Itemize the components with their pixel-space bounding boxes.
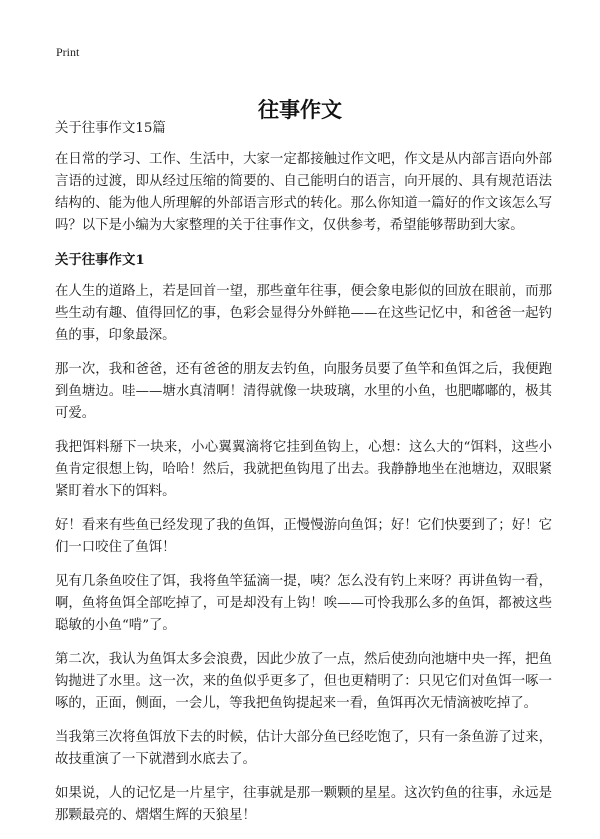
article-body <box>55 118 552 839</box>
section-heading: 关于往事作文1 <box>55 252 145 268</box>
article-subtitle: 关于往事作文15篇 <box>55 121 166 136</box>
page-title: 往事作文 <box>258 97 342 123</box>
paragraph: 见有几条鱼咬住了饵，我将鱼竿猛滴一提，咦？怎么没有钓上来呀？再讲鱼钩一看，啊，鱼将鱼饵全部吃掉了，可是却没有上钩！唉——可怜我那么多的鱼饵，都被这些聪敏的小鱼“啃”了。 <box>55 574 552 633</box>
print-link[interactable]: Print <box>56 45 80 59</box>
intro-paragraph: 在日常的学习、工作、生活中，大家一定都接触过作文吧，作文是从内部言语向外部言语的过渡，即从经过压缩的简要的、自己能明白的语言，向开展的、具有规范语法结构的、能为他人所理解的外部语言形式的转化。那么你知道一篇好的作文该怎么写吗？以下是小编为大家整理的关于往事作文，仅供参考，希望能够帮助到大家。 <box>55 152 552 233</box>
paragraph: 在人生的道路上，若是回首一望，那些童年往事，便会象电影似的回放在眼前，而那些生动有趣、值得回忆的事，色彩会显得分外鲜艳——在这些记忆中，和爸爸一起钓鱼的事，印象最深。 <box>55 284 552 343</box>
paragraph: 我把饵料掰下一块来，小心翼翼滴将它挂到鱼钩上，心想：这么大的“饵料，这些小鱼肯定很想上钩，哈哈！然后，我就把鱼钩甩了出去。我静静地坐在池塘边，双眼紧紧盯着水下的饵料。 <box>55 440 552 499</box>
paragraph: 好！看来有些鱼已经发现了我的鱼饵，正慢慢游向鱼饵；好！它们快要到了；好！它们一口咬住了鱼饵！ <box>55 518 552 555</box>
paragraph: 那一次，我和爸爸，还有爸爸的朋友去钓鱼，向服务员要了鱼竿和鱼饵之后，我便跑到鱼塘边。哇——塘水真清啊！清得就像一块玻璃，水里的小鱼，也肥嘟嘟的，极其可爱。 <box>55 362 552 421</box>
paragraph: 当我第三次将鱼饵放下去的时候，估计大部分鱼已经吃饱了，只有一条鱼游了过来，故技重演了一下就潜到水底去了。 <box>55 730 552 767</box>
paragraph: 如果说，人的记忆是一片星宇，往事就是那一颗颗的星星。这次钓鱼的往事，永远是那颗最亮的、熠熠生辉的天狼星！ <box>55 786 552 823</box>
paragraph: 第二次，我认为鱼饵太多会浪费，因此少放了一点，然后使劲向池塘中央一挥，把鱼钩抛进了水里。这一次，来的鱼似乎更多了，但也更精明了：只见它们对鱼饵一啄一啄的，正面，侧面，一会儿，等我把鱼钩提起来一看，鱼饵再次无情滴被吃掉了。 <box>55 652 552 711</box>
